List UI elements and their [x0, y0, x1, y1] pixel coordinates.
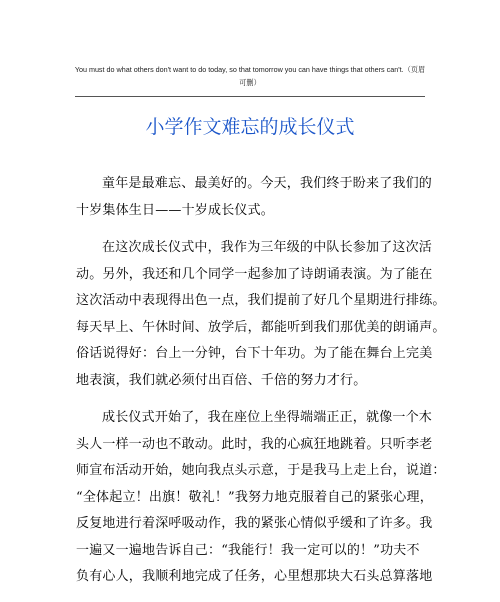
- paragraph-line: 负有心人，我顺利地完成了任务，心里想那块大石头总算落地: [76, 569, 433, 584]
- paragraph-line: 反复地进行着深呼吸动作，我的紧张心情似乎缓和了许多。我: [76, 516, 433, 531]
- paragraph-line: 这次活动中表现得出色一点，我们提前了好几个星期进行排练。: [76, 293, 446, 308]
- paragraph-line: 头人一样一动也不敢动。此时，我的心疯狂地跳着。只听李老: [76, 436, 433, 452]
- paragraph: [76, 171, 433, 224]
- paragraph-line: 十岁集体生日——十岁成长仪式。: [76, 202, 275, 218]
- paragraph-line: 动。另外，我还和几个同学一起参加了诗朗诵表演。为了能在: [76, 266, 433, 282]
- paragraph: [76, 235, 446, 394]
- header-line-2: 可删）: [239, 78, 261, 87]
- paragraph-line: 俗话说得好：台上一分钟，台下十年功。为了能在舞台上完美: [76, 346, 433, 361]
- header-divider: [75, 96, 425, 97]
- document-body: [76, 171, 446, 602]
- document-title: 小学作文难忘的成长仪式: [145, 116, 355, 138]
- paragraph-line: 在这次成长仪式中，我作为三年级的中队长参加了这次活: [102, 240, 433, 255]
- paragraph-line: 地表演，我们就必须付出百倍、千倍的努力才行。: [76, 372, 367, 388]
- paragraph-line: 童年是最难忘、最美好的。今天，我们终于盼来了我们的: [102, 176, 433, 191]
- paragraph: [76, 405, 446, 591]
- paragraph-line: 成长仪式开始了，我在座位上坐得端端正正，就像一个木: [102, 410, 433, 425]
- page-header: [70, 63, 430, 89]
- paragraph-line: 一遍又一遍地告诉自己：“我能行！我一定可以的！”功夫不: [76, 542, 420, 558]
- paragraph-line: 每天早上、午休时间、放学后，都能听到我们那优美的朗诵声。: [76, 319, 446, 335]
- paragraph-line: 师宣布活动开始，她向我点头示意，于是我马上走上台，说道：: [76, 463, 446, 478]
- paragraph-line: “全体起立！出旗！敬礼！”我努力地克服着自己的紧张心理，: [76, 489, 433, 505]
- header-line-1: You must do what others don't want to do today, so that tomorrow you can have things that others can't.（页眉: [74, 65, 426, 74]
